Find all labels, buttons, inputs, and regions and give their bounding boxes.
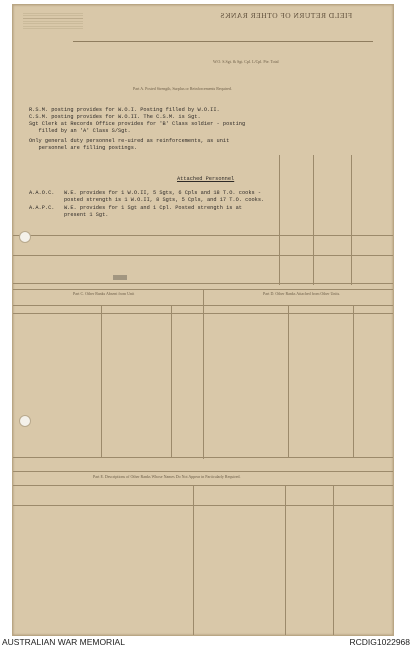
grid-line	[13, 313, 393, 314]
memo-line: C.S.M. posting provides for W.O.II. The C.S.M. is Sgt.	[29, 114, 201, 120]
footer-id: RCDIG1022968	[349, 637, 410, 647]
attached-line: A.A.P.C. W.E. provides for 1 Sgt and 1 Cpl. Posted strength is at	[29, 205, 242, 211]
grid-line	[13, 457, 393, 458]
grid-line	[351, 155, 352, 285]
form-title: FIELD RETURN OF OTHER RANKS	[219, 11, 353, 20]
attached-line: posted strength is 1 W.O.II, 8 Sgts, 5 Cpls, and 17 T.O. cooks.	[29, 197, 265, 203]
grid-line	[353, 305, 354, 457]
punch-hole	[19, 415, 31, 427]
grid-line	[13, 505, 393, 506]
form-sheet	[12, 4, 394, 636]
attached-line: present 1 Sgt.	[29, 212, 109, 218]
part-e-heading: Part E. Descriptions of Other Ranks Whose Names Do Not Appear in Particularly Required.	[93, 474, 241, 479]
ranks-row: W.O. S.Sgt. & Sgt. Cpl. L/Cpl. Pte. Total	[213, 59, 279, 64]
part-c-heading: Part C. Other Ranks Absent from Unit	[73, 291, 135, 296]
memo-line: filled by an 'A' Class S/Sgt.	[29, 128, 131, 134]
part-a-heading: Part A. Posted Strength, Surplus or Reinforcements Required.	[133, 86, 232, 91]
footer-source: AUSTRALIAN WAR MEMORIAL	[2, 637, 125, 647]
grid-line	[13, 305, 393, 306]
form-corner-print	[23, 11, 83, 31]
grid-line	[203, 289, 204, 459]
grid-line	[171, 305, 172, 457]
grid-line	[13, 235, 393, 236]
grid-line	[333, 485, 334, 635]
grid-line	[288, 305, 289, 457]
attached-heading: Attached Personnel	[177, 176, 235, 182]
attached-line: A.A.O.C. W.E. provides for 1 W.O.II, 5 Sgts, 6 Cpls and 18 T.O. cooks -	[29, 190, 262, 196]
stamp-mark	[113, 275, 127, 280]
memo-line: R.S.M. posting provides for W.O.I. Posting filled by W.O.II.	[29, 107, 220, 113]
memo-line: personnel are filling postings.	[29, 145, 138, 151]
grid-line	[313, 155, 314, 285]
unit-line	[73, 41, 373, 44]
grid-line	[13, 283, 393, 284]
memo-line: Only general duty personnel re-uired as reinforcements, as unit	[29, 138, 230, 144]
grid-line	[279, 155, 280, 285]
part-d-heading: Part D. Other Ranks Attached from Other Units.	[263, 291, 341, 296]
grid-line	[13, 485, 393, 486]
memo-line: Sgt Clerk at Records Office provides for 'B' Class soldier - posting	[29, 121, 246, 127]
grid-line	[101, 305, 102, 457]
grid-line	[285, 485, 286, 635]
punch-hole	[19, 231, 31, 243]
grid-line	[13, 471, 393, 472]
grid-line	[13, 255, 393, 256]
grid-line	[193, 485, 194, 635]
